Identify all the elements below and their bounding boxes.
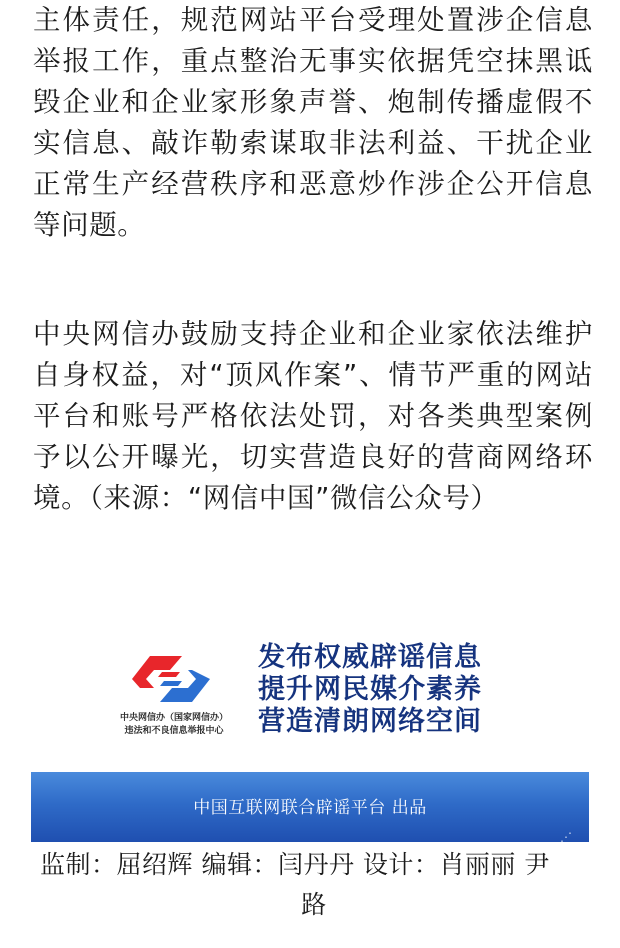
article-paragraph: 主体责任，规范网站平台受理处置涉企信息举报工作，重点整治无事实依据凭空抹黑诋毁企业和企业家形象声誉、炮制传播虚假不实信息、敲诈勒索谋取非法利益、干扰企业正常生产经营秩序和恶意炒作涉企公开信息等问题。 xyxy=(33,4,593,241)
credits-line: 路 xyxy=(301,890,327,919)
credits-line: 监制：屈绍辉 编辑：闫丹丹 设计：肖丽丽 尹 xyxy=(40,850,550,879)
producer-text: 中国互联网联合辟谣平台 出品 xyxy=(193,797,427,818)
org-name-line: 违法和不良信息举报中心 xyxy=(124,726,224,736)
rumor-platform-banner xyxy=(0,628,620,748)
corner-mark-icon: ⋰ xyxy=(560,830,572,844)
credits xyxy=(40,845,588,919)
slogan-line: 发布权威辟谣信息 xyxy=(258,642,482,673)
reporting-center-logo-icon xyxy=(132,646,210,712)
slogan-line: 营造清朗网络空间 xyxy=(258,706,482,737)
slogan-line: 提升网民媒介素养 xyxy=(258,674,482,705)
org-name-line: 中央网信办（国家网信办） xyxy=(119,713,228,723)
slogan-group xyxy=(258,642,508,738)
article-paragraph: 中央网信办鼓励支持企业和企业家依法维护自身权益，对“顶风作案”、情节严重的网站平台和账号严格依法处罚，对各类典型案例予以公开曝光，切实营造良好的营商网络环境。（来源：“网信中国”微信公众号） xyxy=(33,318,593,514)
producer-bar xyxy=(31,772,589,842)
